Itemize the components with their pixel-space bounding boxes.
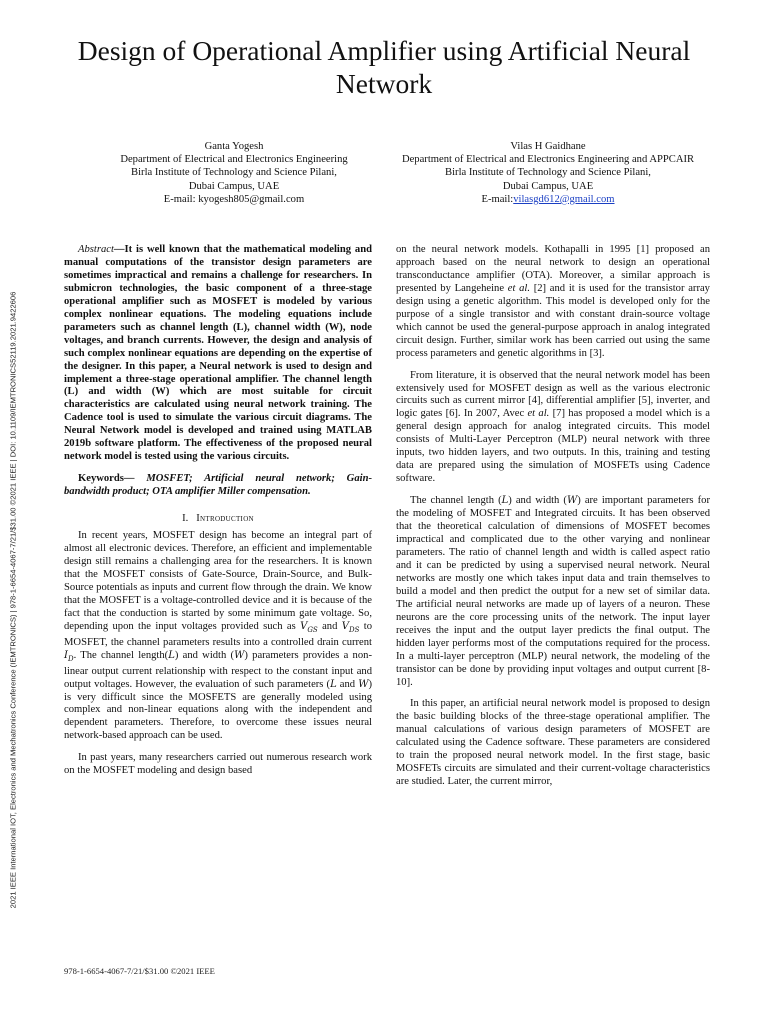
author-department: Department of Electrical and Electronics Engineering — [120, 154, 348, 166]
author-campus: Dubai Campus, UAE — [188, 180, 280, 192]
right-paragraph-1: on the neural network models. Kothapalli in 1995 [1] proposed an approach based on the neural network to design an operational transconductance amplifier (OTA). Moreover, a similar approach is presented by Langeheine et al. [2] and it is used for the transistor array design using a genetic algorithm. This model is developed only for the purpose of a single transistor and with constant drain-source voltage which cannot be used the general-purpose approach in analog integrated circuit design. Further, similar work has been carried out using the same process parameters and genetic algorithms in [3]. — [396, 244, 710, 359]
paper-title: Design of Operational Amplifier using Artificial Neural Network — [77, 35, 691, 99]
author-email: kyogesh805@gmail.com — [198, 193, 305, 205]
abstract-text: It is well known that the mathematical modeling and manual computations of the transistor design parameters are sometimes impractical and remains a challenge for researchers. In submicron technologies, the basic component of a three-stage operational amplifier such as MOSFET is modeled by various complex nonlinear equations. The modeling equations include parameters such as channel length (L), channel width (W), node voltages, and branch currents. However, the design and analysis of such complex nonlinear equations are depending on the expertise of the designer. In this paper, a Neural network is used to design and implement a three-stage operational amplifier. The channel length (L) and width (W) which are most suitable for circuit characteristics are calculated using neural network training. The Cadence tool is used to simulate the various circuit diagrams. The Neural Network model is developed and trained using MATLAB 2019b software platform. The effectiveness of the proposed neural network model is tested using the various circuits. — [64, 244, 372, 463]
author-block-1 — [90, 140, 378, 206]
left-column — [64, 244, 372, 778]
symbol-l: L — [501, 495, 509, 507]
keywords — [64, 473, 372, 499]
author-institution: Birla Institute of Technology and Science Pilani, — [445, 167, 651, 179]
keywords-label: Keywords— — [78, 473, 135, 485]
author-name: Vilas H Gaidhane — [510, 141, 586, 152]
section-number: I. — [182, 513, 189, 525]
email-label: E-mail: — [481, 193, 514, 205]
author-email-line — [378, 193, 718, 206]
author-email-link[interactable]: vilasgd612@gmail.com — [513, 193, 615, 205]
right-paragraph-2: From literature, it is observed that the neural network model has been extensively used for MOSFET design as well as the various electronic circuits such as current mirror [4], differential amplifier [5], inverter, and logic gates [6]. In 2007, Avec et al. [7] has proposed a model which is a general design approach for analog integrated circuits. This model consists of Multi-Layer Perceptron (MLP) neural network with three inputs, two hidden layers, and two outputs. In this, training and testing data are prepared using the simulation of MOSFETs using Cadence software. — [396, 369, 710, 485]
symbol-l: L — [168, 649, 175, 661]
symbol-vgs: $V_{GS}$ — [300, 620, 318, 634]
section-heading-introduction — [64, 513, 372, 526]
right-paragraph-3: The channel length (L) and width (W) are important parameters for the modeling of MOSFET and Integrated circuits. It has been observed that the theoretical calculation of dimensions of MOSFET becomes impractical and complicated due to the other varying and nonlinear parameters. The ratio of channel length and width is called aspect ratio and it can be predicted by using a supervised neural network. Neural networks are mostly one which takes input data and train themselves to build a model and then predict the output for a new set of similar data. The artificial neural networks are made up of layers of a neuron. These neurons are the core processing units of the network. The input layer receives the input and the output layer predicts the final output. The hidden layer performs most of the computations required for the process. In a multi-layer perceptron (MLP) neural network, the modeling of the transistor can be done by providing input voltages and output current [8-10]. — [396, 495, 710, 688]
symbol-id: $I_D$ — [64, 649, 74, 663]
right-column — [396, 244, 710, 789]
author-institution: Birla Institute of Technology and Science Pilani, — [131, 167, 337, 179]
symbol-l: L — [330, 678, 337, 690]
intro-paragraph-2: In past years, many researchers carried out numerous research work on the MOSFET modeling and design based — [64, 752, 372, 777]
sidebar-doi-text: 2021 IEEE International IOT, Electronics and Mechatronics Conference (IEMTRONICS) | 978-1-6654-4067-7/21/$31.00 ©2021 IEEE | DOI: 10.1109/IEMTRONICS52119.2021.9422606 — [8, 291, 18, 909]
symbol-vds: $V_{DS}$ — [341, 620, 360, 634]
abstract-label: Abstract — [78, 244, 114, 255]
intro-paragraph-1: In recent years, MOSFET design has become an integral part of almost all electronic devices. Therefore, an efficient and implementable design still remains a challenging area for the researchers. It is known that the MOSFET consists of Gate-Source, Drain-Source, and Bulk-Source potentials as inputs and current flow through the drain. We know that the MOSFET is a voltage-controlled device and it is because of the fact that the conduction is started by some minimum gate voltage. So, depending upon the input voltages provided such as $V_{GS}$ and $V_{DS}$ to MOSFET, the channel parameters results into a controlled drain current $I_D$. The channel length(L) and width (W) parameters provides a non-linear output current relationship with respect to the constant input and output voltages. However, the evaluation of such parameters (L and W) is very difficult since the MOSFETS are generally modeled using complex and non-linear equations along with the independent and dependent parameters. Therefore, to overcome these issues neural network-based approach can be used. — [64, 530, 372, 742]
keywords-text: MOSFET; Artificial neural network; Gain-bandwidth product; OTA amplifier Miller compensation. — [64, 473, 372, 498]
page-footer: 978-1-6654-4067-7/21/$31.00 ©2021 IEEE — [64, 966, 215, 976]
symbol-w: W — [566, 495, 578, 507]
symbol-w: W — [358, 678, 369, 690]
right-paragraph-4: In this paper, an artificial neural network model is proposed to design the basic building blocks of the three-stage operational amplifier. The manual calculations of various design parameters of MOSFET are calculated using the Cadence software. These parameters are considered to train the proposed neural network model. In the first stage, basic MOSFETs circuits are simulated and their current-voltage characteristics are studied. Later, the current mirror, — [396, 698, 710, 788]
author-email-line — [90, 193, 378, 206]
section-title: Introduction — [196, 513, 254, 525]
abstract — [64, 244, 372, 464]
email-label: E-mail: — [163, 193, 199, 205]
conference-sidebar — [2, 240, 24, 960]
author-name: Ganta Yogesh — [204, 141, 264, 152]
symbol-w: W — [234, 649, 245, 661]
author-campus: Dubai Campus, UAE — [502, 180, 594, 192]
author-block-2 — [378, 140, 718, 206]
abstract-dash: — — [113, 244, 125, 255]
author-department: Department of Electrical and Electronics Engineering and APPCAIR — [401, 154, 695, 166]
